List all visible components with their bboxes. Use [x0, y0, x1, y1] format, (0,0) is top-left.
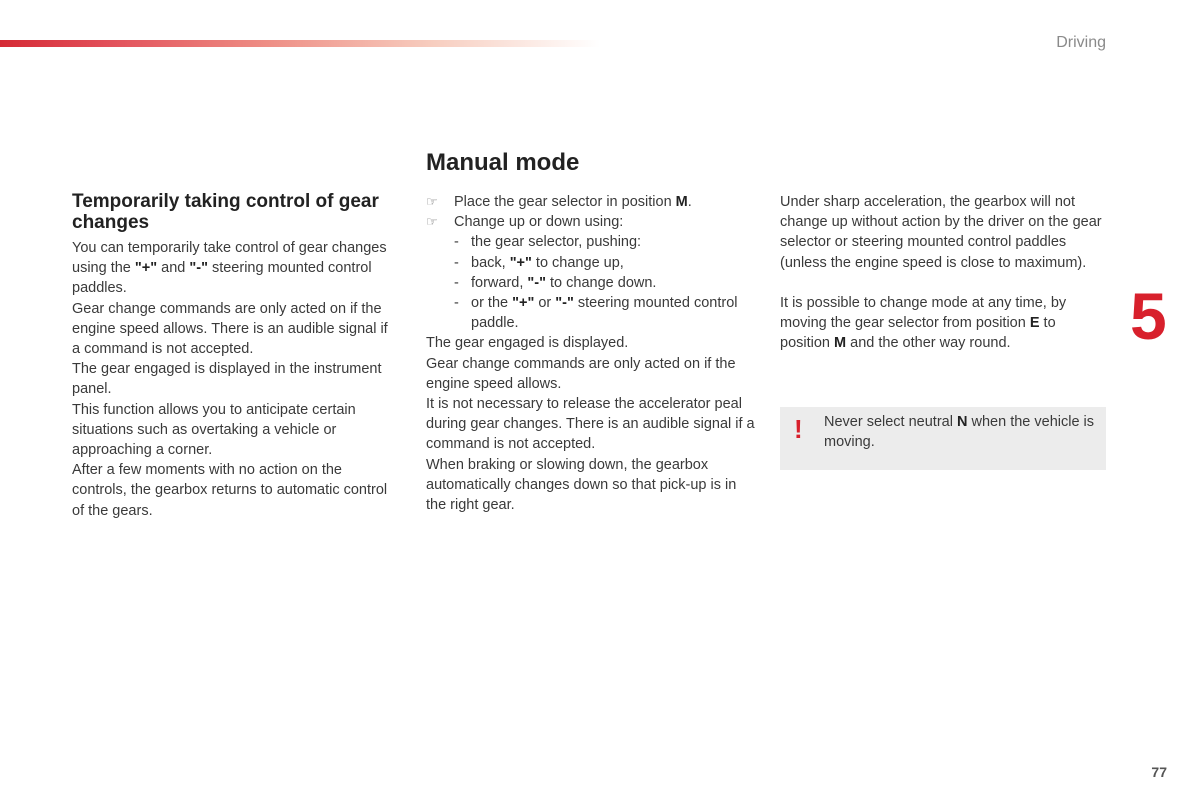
right-column [780, 192, 1106, 354]
section-label: Driving [1056, 34, 1106, 51]
page-number: 77 [1151, 764, 1167, 780]
main-title: Manual mode [426, 149, 580, 176]
pointing-hand-icon: ☞ [426, 214, 438, 230]
bullet-item: ☞ Place the gear selector in position M. [426, 192, 756, 212]
middle-column [426, 192, 756, 515]
left-paragraph: Gear change commands are only acted on if the engine speed allows. There is an audible signal if a command is not accepted. [72, 300, 388, 358]
left-heading: Temporarily taking control of gear changes [72, 191, 379, 233]
sub-item: - forward, "-" to change down. [454, 274, 657, 291]
bullet-item: ☞ Change up or down using: [426, 212, 756, 232]
chapter-number: 5 [1130, 279, 1167, 353]
header-accent-bar [0, 40, 600, 47]
left-paragraph: This function allows you to anticipate certain situations such as overtaking a vehicle or approaching a corner. [72, 401, 356, 459]
warning-box [780, 407, 1106, 470]
left-column [72, 191, 392, 521]
warning-text: Never select neutral N when the vehicle is moving. [824, 414, 1095, 451]
left-paragraph: You can temporarily take control of gear changes using the "+" and "-" steering mounted control paddles. [72, 240, 387, 297]
middle-paragraph: The gear engaged is displayed. [426, 335, 629, 352]
sub-item: - the gear selector, pushing: [454, 234, 642, 251]
right-paragraph: It is possible to change mode at any time, by moving the gear selector from position E to position M and the other way round. [780, 295, 1067, 352]
left-paragraph: After a few moments with no action on the controls, the gearbox returns to automatic control of the gears. [72, 462, 388, 519]
left-paragraph: The gear engaged is displayed in the instrument panel. [72, 361, 382, 398]
sub-item: - or the "+" or "-" steering mounted control paddle. [454, 295, 738, 332]
middle-paragraph: It is not necessary to release the accelerator peal during gear changes. There is an audible signal if a command is not accepted. [426, 396, 755, 453]
pointing-hand-icon: ☞ [426, 194, 438, 209]
exclamation-icon: ! [794, 414, 803, 444]
middle-paragraph: When braking or slowing down, the gearbox automatically changes down so that pick-up is in the right gear. [426, 456, 737, 514]
middle-paragraph: Gear change commands are only acted on if the engine speed allows. [426, 355, 736, 392]
sub-item: - back, "+" to change up, [454, 254, 624, 271]
right-paragraph: Under sharp acceleration, the gearbox will not change up without action by the driver on the gear selector or steering mounted control paddles (unless the engine speed is close to maximum). [780, 194, 1102, 271]
